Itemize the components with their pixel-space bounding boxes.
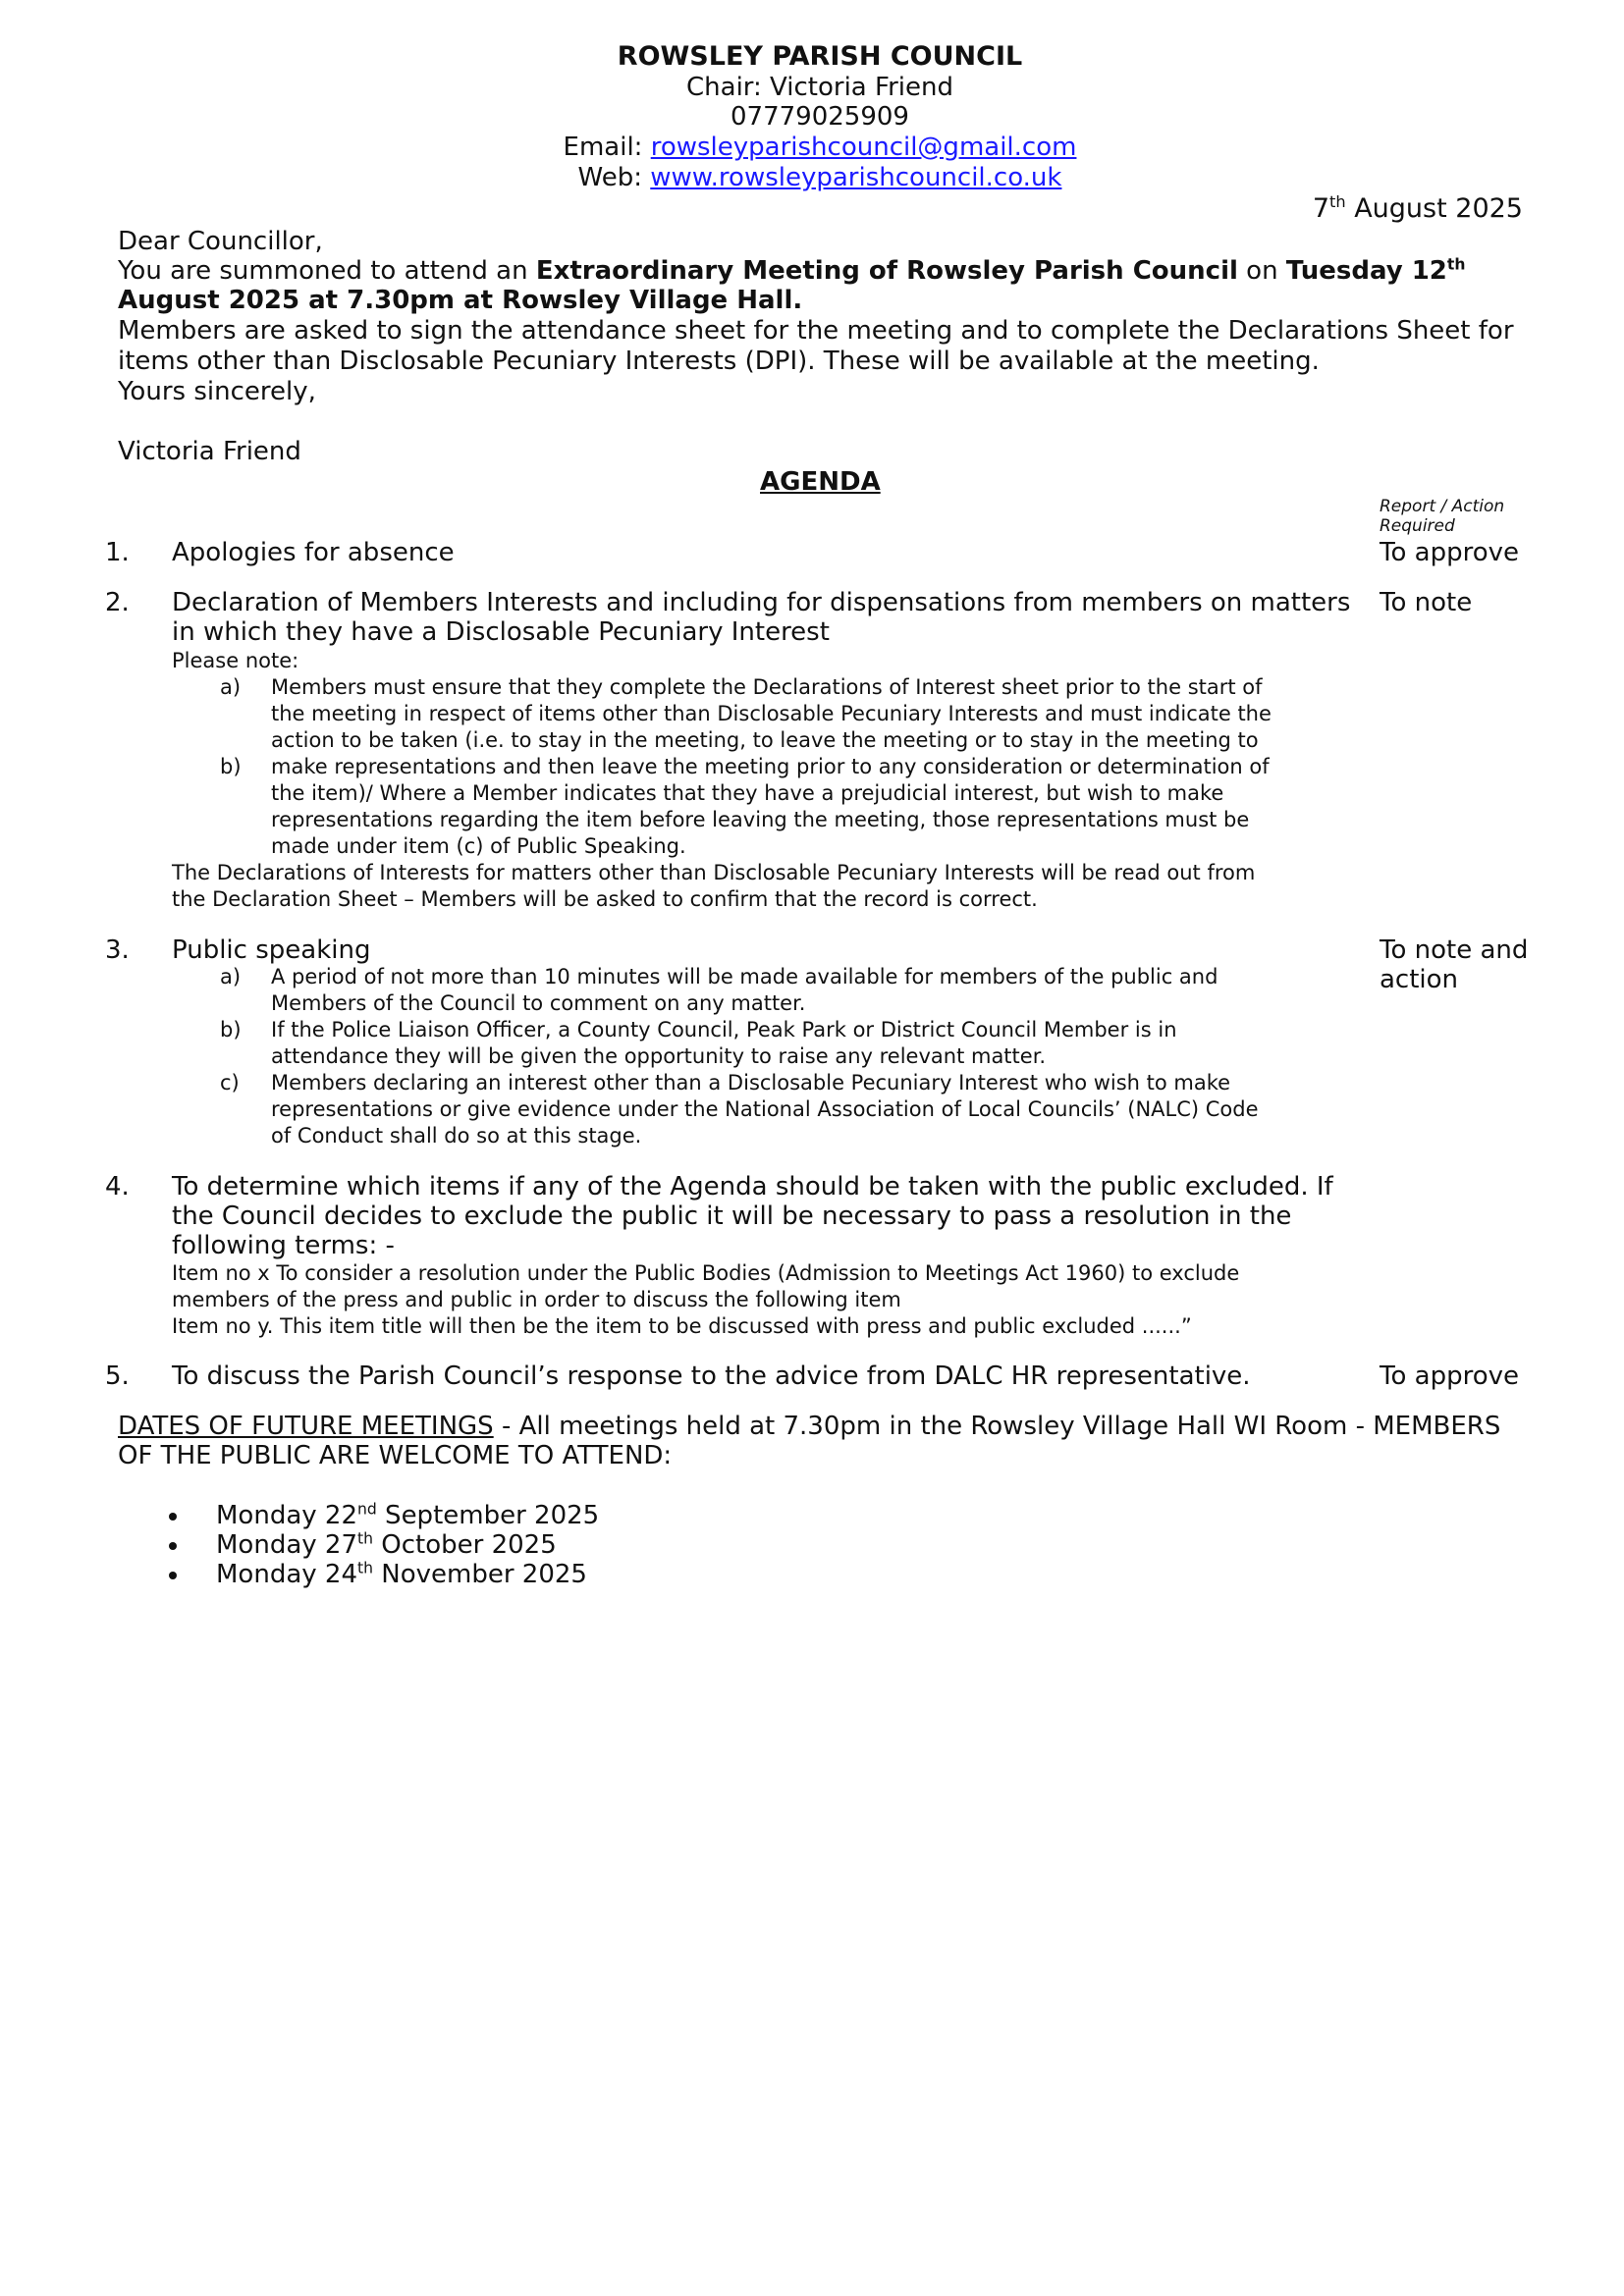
email-label: Email: (563, 133, 651, 162)
item-2-footer-1: The Declarations of Interests for matters other than Disclosable Pecuniary Interests will be read out from (172, 861, 1256, 884)
summons-line-2: August 2025 at 7.30pm at Rowsley Village Hall. (118, 286, 803, 315)
item-2-sub-a-line-3: action to be taken (i.e. to stay in the meeting, to leave the meeting or to stay in the meeting to (271, 728, 1259, 752)
item-5-number: 5. (105, 1362, 130, 1391)
item-4-line-2: the Council decides to exclude the public it will be necessary to pass a resolution in the (172, 1201, 1292, 1231)
future-date-2-suffix: th (357, 1529, 373, 1548)
item-3-sub-c-line-3: of Conduct shall do so at this stage. (271, 1124, 642, 1148)
item-1-number: 1. (105, 538, 130, 567)
action-column-header-2: Required (1380, 516, 1455, 536)
item-4-line-1: To determine which items if any of the Agenda should be taken with the public excluded. If (172, 1172, 1333, 1201)
item-4-line-3: following terms: - (172, 1231, 395, 1260)
future-date-1-suffix: nd (357, 1500, 377, 1519)
members-line-2: items other than Disclosable Pecuniary Interests (DPI). These will be available at the meeting. (118, 347, 1320, 376)
item-3-action-2: action (1380, 965, 1459, 994)
item-3-sub-c-label: c) (220, 1071, 240, 1095)
item-4-small-3: Item no y. This item title will then be the item to be discussed with press and public excluded ......” (172, 1314, 1192, 1338)
future-date-3-suffix: th (357, 1559, 373, 1577)
item-3-sub-a-line-1: A period of not more than 10 minutes will be made available for members of the public and (271, 965, 1218, 988)
item-2-sub-b-label: b) (220, 755, 242, 778)
meeting-day: Tuesday 12 (1285, 256, 1447, 286)
item-5-action: To approve (1380, 1362, 1519, 1391)
item-5-text: To discuss the Parish Council’s response to the advice from DALC HR representative. (172, 1362, 1251, 1391)
email-line (0, 133, 1624, 162)
future-meetings-text-1: - All meetings held at 7.30pm in the Rowsley Village Hall WI Room - MEMBERS (493, 1412, 1501, 1441)
item-3-sub-b-line-2: attendance they will be given the opportunity to raise any relevant matter. (271, 1044, 1047, 1068)
bullet-3 (169, 1572, 177, 1579)
item-3-action-1: To note and (1380, 935, 1529, 965)
summons-line-1 (118, 256, 1465, 286)
agenda-title: AGENDA (760, 467, 881, 497)
council-name: ROWSLEY PARISH COUNCIL (617, 41, 1023, 72)
item-3-sub-b-label: b) (220, 1018, 242, 1041)
future-date-1-day: Monday 22 (216, 1501, 357, 1530)
web-label: Web: (577, 163, 651, 192)
item-1-text: Apologies for absence (172, 538, 455, 567)
item-3-sub-a-label: a) (220, 965, 242, 988)
item-2-sub-a-line-1: Members must ensure that they complete the Declarations of Interest sheet prior to the start of (271, 675, 1263, 699)
item-4-small-2: members of the press and public in order to discuss the following item (172, 1288, 901, 1311)
item-2-sub-a-label: a) (220, 675, 242, 699)
item-2-text-1: Declaration of Members Interests and including for dispensations from members on matters (172, 588, 1351, 617)
item-4-number: 4. (105, 1172, 130, 1201)
item-3-sub-b-line-1: If the Police Liaison Officer, a County Council, Peak Park or District Council Member is in (271, 1018, 1177, 1041)
date-day: 7 (1312, 193, 1330, 224)
item-2-footer-2: the Declaration Sheet – Members will be asked to confirm that the record is correct. (172, 887, 1038, 911)
item-3-sub-c-line-1: Members declaring an interest other than a Disclosable Pecuniary Interest who wish to make (271, 1071, 1231, 1095)
action-column-header-1: Report / Action (1380, 497, 1505, 516)
signature: Victoria Friend (118, 437, 301, 466)
summons-text: You are summoned to attend an (118, 256, 536, 286)
item-3-sub-a-line-2: Members of the Council to comment on any matter. (271, 991, 806, 1015)
salutation: Dear Councillor, (118, 227, 323, 256)
phone-number: 07779025909 (731, 102, 909, 132)
item-3-number: 3. (105, 935, 130, 965)
bullet-1 (169, 1513, 177, 1521)
future-meetings-line-2: OF THE PUBLIC ARE WELCOME TO ATTEND: (118, 1441, 673, 1470)
future-meetings-heading: DATES OF FUTURE MEETINGS (118, 1412, 494, 1441)
future-date-3 (216, 1560, 587, 1589)
item-3-text: Public speaking (172, 935, 371, 965)
item-4-small-1: Item no x To consider a resolution under the Public Bodies (Admission to Meetings Act 1960) to exclude (172, 1261, 1240, 1285)
letter-date (1313, 193, 1523, 224)
future-date-1 (216, 1501, 599, 1530)
item-2-sub-a-line-2: the meeting in respect of items other than Disclosable Pecuniary Interests and must indicate the (271, 702, 1272, 725)
item-1-action: To approve (1380, 538, 1519, 567)
future-date-2-month: October 2025 (373, 1530, 557, 1560)
bullet-2 (169, 1542, 177, 1550)
date-rest: August 2025 (1345, 193, 1523, 224)
summons-on: on (1237, 256, 1286, 286)
item-2-number: 2. (105, 588, 130, 617)
members-line-1: Members are asked to sign the attendance sheet for the meeting and to complete the Declarations Sheet for (118, 316, 1514, 346)
item-2-sub-b-line-4: made under item (c) of Public Speaking. (271, 834, 686, 858)
web-line (0, 163, 1624, 192)
future-date-1-month: September 2025 (376, 1501, 600, 1530)
future-date-2 (216, 1530, 557, 1560)
date-suffix: th (1329, 192, 1346, 211)
item-2-sub-b-line-3: representations regarding the item before leaving the meeting, those representations must be (271, 808, 1250, 831)
future-meetings-line-1 (118, 1412, 1500, 1441)
email-link[interactable]: rowsleyparishcouncil@gmail.com (650, 133, 1077, 162)
item-2-sub-b-line-2: the item)/ Where a Member indicates that they have a prejudicial interest, but wish to make (271, 781, 1224, 805)
future-date-2-day: Monday 27 (216, 1530, 357, 1560)
future-date-3-month: November 2025 (373, 1560, 587, 1589)
item-3-sub-c-line-2: representations or give evidence under the National Association of Local Councils’ (NALC) Code (271, 1097, 1259, 1121)
future-date-3-day: Monday 24 (216, 1560, 357, 1589)
item-2-text-2: in which they have a Disclosable Pecuniary Interest (172, 617, 830, 647)
item-2-sub-b-line-1: make representations and then leave the meeting prior to any consideration or determination of (271, 755, 1270, 778)
chair-line: Chair: Victoria Friend (686, 73, 953, 102)
closing: Yours sincerely, (118, 377, 316, 406)
meeting-name: Extraordinary Meeting of Rowsley Parish Council (535, 256, 1238, 286)
web-link[interactable]: www.rowsleyparishcouncil.co.uk (650, 163, 1062, 192)
item-2-action: To note (1380, 588, 1473, 617)
item-2-please-note: Please note: (172, 649, 299, 672)
meeting-day-suffix: th (1446, 255, 1466, 274)
